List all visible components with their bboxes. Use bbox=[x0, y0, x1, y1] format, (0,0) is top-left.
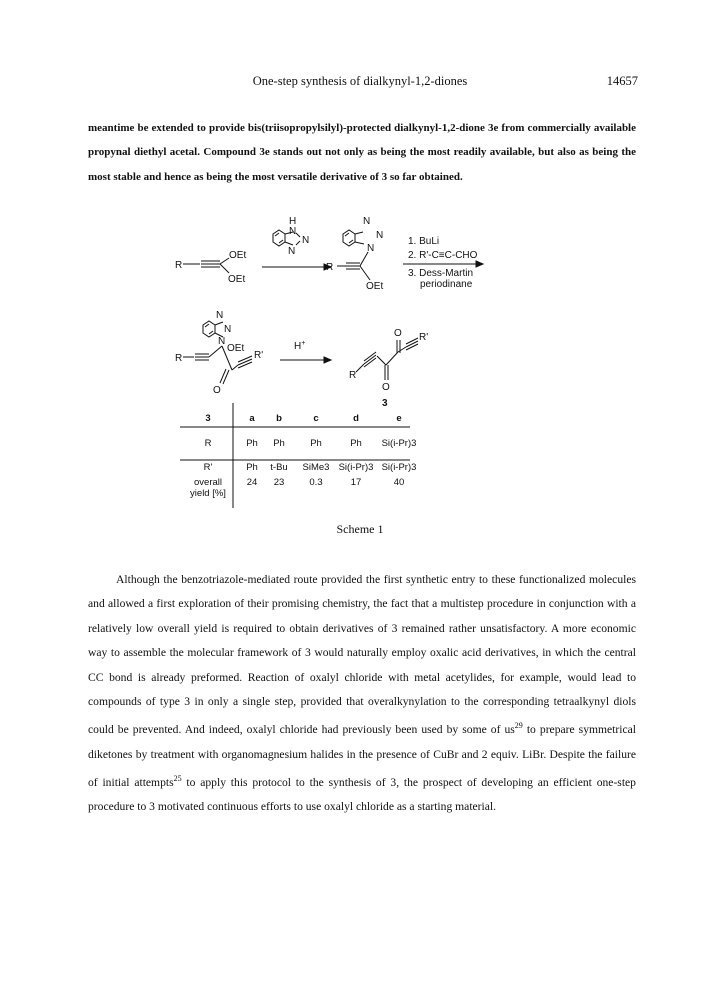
scheme-label-r-prime: R' bbox=[419, 332, 429, 343]
table-cell: SiMe3 bbox=[302, 462, 330, 473]
scheme-label-oet: OEt bbox=[229, 250, 247, 261]
paragraph-2-part-3: to apply this protocol to the synthesis of 3, the prospect of developing an efficient one-step procedure to 3 motivated continuous efforts to use oxalyl chloride as a starting material. bbox=[88, 775, 636, 814]
table-col-e: e bbox=[396, 413, 402, 424]
table-cell: Ph bbox=[246, 438, 258, 449]
scheme-label-r: R bbox=[175, 260, 183, 271]
table-col-a: a bbox=[249, 413, 255, 424]
paragraph-1: meantime be extended to provide bis(triisopropylsilyl)-protected dialkynyl-1,2-dione 3e from commercially available propynal diethyl acetal. Compound 3e stands out not only as being the most readily available, but also as being the most stable and hence as being the most versatile derivative of 3 so far obtained. bbox=[88, 122, 636, 183]
reagent-step-3: 3. Dess-Martin bbox=[408, 268, 474, 279]
table-col-c: c bbox=[313, 413, 319, 424]
table-row-label: overall bbox=[194, 477, 222, 488]
scheme-label-n: N bbox=[224, 324, 232, 335]
table-row-label-cont: yield [%] bbox=[190, 488, 226, 499]
table-cell: 17 bbox=[350, 477, 362, 488]
scheme-label-n: N bbox=[363, 216, 371, 227]
paragraph-2-part-2: to prepare symmetrical diketones by treatment with organomagnesium halides in the presence of CuBr and 2 equiv. LiBr. Despite the failure of initial attempts bbox=[88, 723, 636, 789]
scheme-label-n: N bbox=[218, 336, 226, 347]
table-cell: 0.3 bbox=[309, 477, 323, 488]
table-col-d: d bbox=[353, 413, 359, 424]
scheme-label-o: O bbox=[394, 328, 402, 339]
table-cell: Ph bbox=[273, 438, 285, 449]
scheme-label-r: R bbox=[349, 370, 357, 381]
table-cell: Ph bbox=[310, 438, 322, 449]
scheme-label-r: R bbox=[326, 262, 334, 273]
table-cell: Ph bbox=[350, 438, 362, 449]
table-cell: Si(i-Pr)3 bbox=[338, 462, 374, 473]
table-cell: 24 bbox=[246, 477, 258, 488]
table-row-label: R bbox=[204, 438, 212, 449]
scheme-label-h: H bbox=[289, 216, 297, 227]
scheme-label-n: N bbox=[216, 310, 224, 321]
scheme-label-oet: OEt bbox=[366, 281, 384, 292]
scheme-label-n: N bbox=[376, 230, 384, 241]
running-title: One-step synthesis of dialkynyl-1,2-diones bbox=[252, 74, 468, 88]
table-cell: t-Bu bbox=[270, 462, 288, 473]
table-cell: 40 bbox=[393, 477, 405, 488]
scheme-label-n: N bbox=[289, 226, 297, 237]
scheme-label-n: N bbox=[367, 243, 375, 254]
scheme-label-r-prime: R' bbox=[254, 350, 264, 361]
scheme-label-r: R bbox=[175, 353, 183, 364]
scheme-label-n: N bbox=[302, 235, 310, 246]
scheme-label-oet: OEt bbox=[228, 274, 246, 285]
scheme-caption: Scheme 1 bbox=[336, 522, 384, 536]
paragraph-2 bbox=[88, 568, 636, 820]
reference-25: 25 bbox=[173, 774, 182, 784]
product-number: 3 bbox=[382, 398, 388, 409]
paragraph-2-part-1: Although the benzotriazole-mediated route provided the first synthetic entry to these functionalized molecules and allowed a first exploration of their promising chemistry, the fact that a multistep procedure in conjunction with a relatively low overall yield is required to obtain derivatives of 3 remained rather unsatisfactory. A more economic way to assemble the molecular framework of 3 would naturally employ oxalic acid derivatives, in which the central CC bond is already preformed. Reaction of oxalyl chloride with metal acetylides, for example, would lead to compounds of type 3 in only a single step, provided that overalkynylation to the corresponding tetraalkynyl diols could be prevented. And indeed, oxalyl chloride had previously been used by some of us bbox=[88, 573, 636, 737]
table-header-label: 3 bbox=[205, 413, 211, 424]
table-row-label: R' bbox=[203, 462, 213, 473]
scheme-label-o: O bbox=[382, 382, 390, 393]
table-cell: Ph bbox=[246, 462, 258, 473]
scheme-label-n: N bbox=[288, 246, 296, 257]
table-cell: Si(i-Pr)3 bbox=[381, 462, 417, 473]
acid-catalyst: H+ bbox=[294, 340, 306, 352]
reagent-step-1: 1. BuLi bbox=[408, 236, 440, 247]
table-cell: Si(i-Pr)3 bbox=[381, 438, 417, 449]
scheme-label-o: O bbox=[213, 385, 221, 396]
reagent-step-3-cont: periodinane bbox=[420, 279, 473, 290]
scheme-label-oet: OEt bbox=[227, 343, 245, 354]
table-cell: 23 bbox=[273, 477, 285, 488]
page-number: 14657 bbox=[606, 74, 638, 88]
table-col-b: b bbox=[276, 413, 282, 424]
reagent-step-2: 2. R'-C≡C-CHO bbox=[408, 250, 478, 261]
reference-29: 29 bbox=[514, 721, 523, 731]
